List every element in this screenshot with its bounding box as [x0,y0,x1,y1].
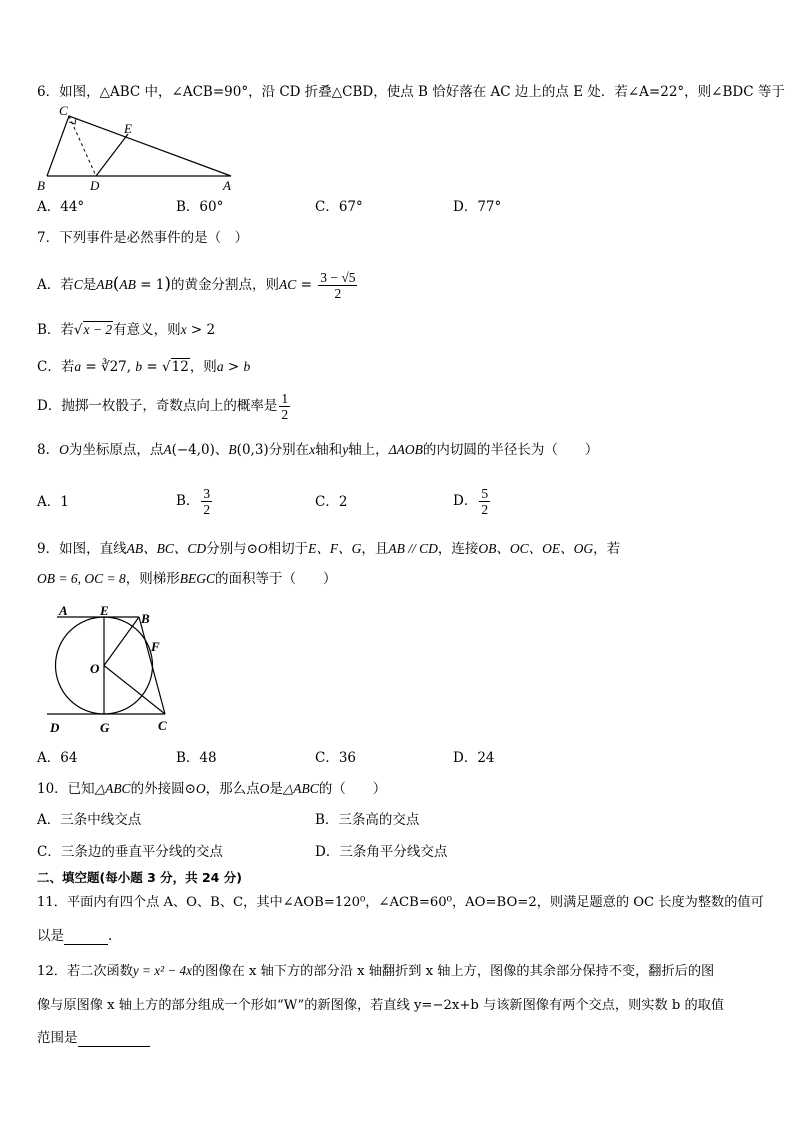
q9-option-d: D．24 [453,750,495,766]
q7-option-d: D．抛掷一枚骰子，奇数点向上的概率是 $\frac{1}{2}$ [37,391,289,422]
label-g: G [100,720,110,735]
label-d: D [90,178,100,192]
label-o: O [90,661,100,676]
q9-stem-line1: 9．如图，直线AB、BC、CD分别与⊙O相切于E、F、G，且AB // CD，连接OB、OC、OE、OG，若 [37,541,621,557]
q6-triangle-figure [35,100,245,192]
q12-answer-blank [78,1032,150,1047]
q9-stem-line2: OB = 6, OC = 8，则梯形BEGC的面积等于（ ） [37,571,337,587]
section-heading: 二、填空题(每小题 3 分，共 24 分) [37,870,242,885]
label-c: C [59,103,68,118]
q8-option-c: C．2 [315,494,348,510]
q10-option-a: A．三条中线交点 [37,812,142,828]
q10-option-c: C．三条边的垂直平分线的交点 [37,844,223,860]
label-e: E [100,603,109,618]
label-b: B [141,611,150,626]
label-b: B [37,178,45,192]
q9-option-a: A．64 [37,750,78,766]
q8-option-d: D． $\frac{5}{2}$ [453,486,489,517]
q8-option-a: A．1 [37,494,69,510]
q8-option-b: B． $\frac{3}{2}$ [176,486,211,517]
q9-tangent-figure [45,600,185,740]
q12-stem-line2: 像与原图像 x 轴上方的部分组成一个形如“W”的新图像，若直线 y=−2x+b 与该新图像有两个交点，则实数 b 的取值 [37,998,725,1013]
q6-option-c: C．67° [315,199,363,215]
q12-stem-line1: 12．若二次函数y = x² − 4x的图像在 x 轴下方的部分沿 x 轴翻折到 x 轴上方，图像的其余部分保持不变，翻折后的图 [37,963,715,979]
q10-stem: 10．已知△ABC的外接圆⊙O，那么点O是△ABC的（ ） [37,781,387,797]
q12-stem-line3: 范围是 [37,1029,150,1047]
q6-option-d: D．77° [453,199,502,215]
q7-stem: 7．下列事件是必然事件的是（ ） [37,230,249,246]
q10-option-b: B．三条高的交点 [315,812,420,828]
label-f: F [151,639,160,654]
q7-option-c: C．若a = ∛27, b = √12，则a > b [37,359,251,375]
q11-answer-blank [64,930,108,945]
label-a: A [223,178,231,192]
q7-option-b: B．若√x − 2有意义，则x > 2 [37,322,216,338]
label-d: D [50,720,60,735]
q9-option-b: B．48 [176,750,217,766]
label-e: E [124,121,132,136]
q6-option-a: A．44° [37,199,85,215]
q9-option-c: C．36 [315,750,357,766]
q11-stem-line1: 11．平面内有四个点 A、O、B、C，其中∠AOB=120⁰，∠ACB=60⁰，AO=BO=2，则满足题意的 OC 长度为整数的值可 [37,895,764,910]
label-a: A [59,603,68,618]
q11-stem-line2: 以是 . [37,928,113,944]
q10-option-d: D．三条角平分线交点 [315,844,448,860]
label-c: C [158,718,167,733]
q6-stem: 6．如图，△ABC 中，∠ACB=90°，沿 CD 折叠△CBD，使点 B 恰好落在 AC 边上的点 E 处．若∠A=22°，则∠BDC 等于 [37,84,785,100]
q7-option-a: A．若C是AB(AB = 1)的黄金分割点，则AC = $\frac{3 - √5}{2}$ [37,270,356,301]
q6-option-b: B．60° [176,199,224,215]
q8-stem: 8．O为坐标原点，点A(−4,0)、B(0,3)分别在x轴和y轴上，ΔAOB的内切圆的半径长为（ ） [37,442,599,458]
